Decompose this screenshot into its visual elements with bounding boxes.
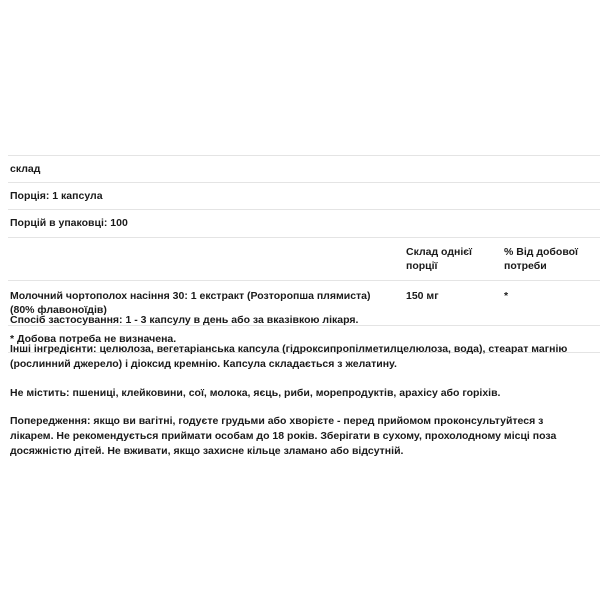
title-row-amount-spacer: [400, 156, 498, 183]
table-row-servings-per-container: [8, 210, 600, 237]
column-header-amount-per-serving: Склад однієї порції: [400, 237, 498, 280]
servings-amount-spacer: [400, 210, 498, 237]
allergen-free-text: Не містить: пшениці, клейковини, сої, молока, яєць, риби, морепродуктів, арахісу або горіхів.: [10, 386, 501, 399]
directions-text: Спосіб застосування: 1 - 3 капсулу в день або за вказівкою лікаря.: [10, 314, 359, 326]
ingredient-daily-value: *: [498, 280, 600, 325]
title-row-dv-spacer: [498, 156, 600, 183]
warning-text: Попередження: якщо ви вагітні, годуєте грудьми або хворієте - перед прийомом проконсультуйтеся з лікарем. Не рекомендується приймати особам до 18 років. Зберігати в сухому, прохолодному місці поза досяжністю дітей. Не вживати, якщо захисне кільце зламано або відсутній.: [10, 414, 557, 458]
ingredient-name: Молочний чортополох насіння 30: 1 екстракт (Розторопша плямиста) (80% флавоноїдів): [8, 280, 400, 325]
serving-size-value: Порція: 1 капсула: [8, 183, 400, 210]
serving-size-amount-spacer: [400, 183, 498, 210]
table-header-row: [8, 237, 600, 280]
table-row-title: [8, 156, 600, 183]
servings-dv-spacer: [498, 210, 600, 237]
column-header-daily-value: % Від добової потреби: [498, 237, 600, 280]
ingredient-amount: 150 мг: [400, 280, 498, 325]
table-row-serving-size: [8, 183, 600, 210]
label-body-copy: [10, 313, 588, 460]
serving-size-dv-spacer: [498, 183, 600, 210]
servings-per-container-value: Порцій в упаковці: 100: [8, 210, 400, 237]
column-header-name: [8, 237, 400, 280]
other-ingredients-text: Інші інгредієнти: целюлоза, вегетаріанська капсула (гідроксипропілметилцелюлоза, вода), стеарат магнію (рослинний джерело) і діоксид кремнію. Капсула складається з желатину.: [10, 343, 568, 371]
supplement-facts-title: склад: [8, 156, 400, 183]
daily-value-footnote: * Добова потреба не визначена.: [8, 326, 400, 353]
